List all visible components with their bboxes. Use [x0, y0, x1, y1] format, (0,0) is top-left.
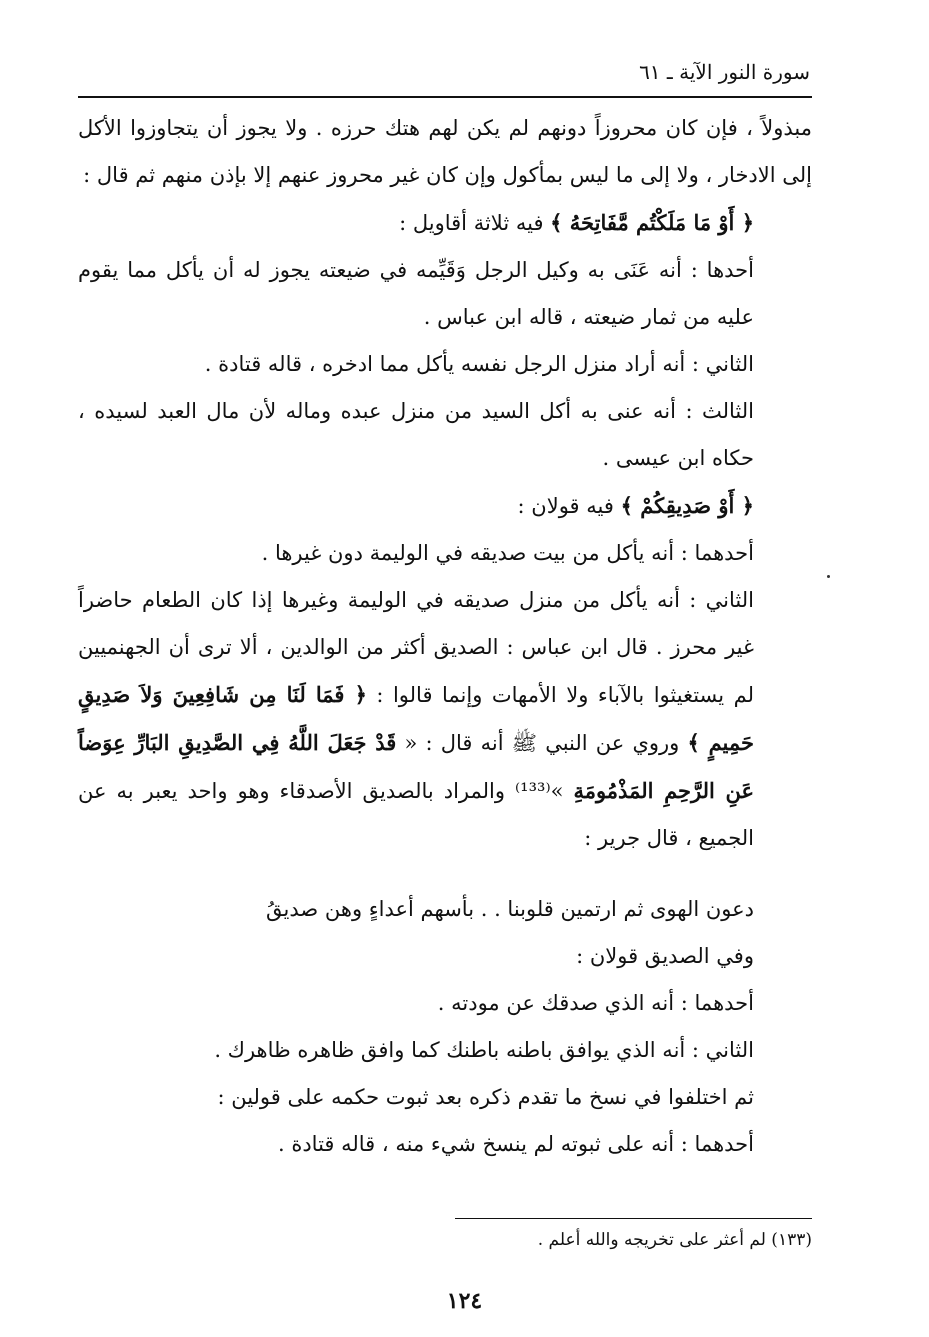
paragraph-text: وروي عن النبي ﷺ أنه قال : «: [396, 731, 688, 755]
paragraph-text: »⁽¹³³⁾ والمراد بالصديق الأصدقاء وهو واحد يعبر به عن الجميع ، قال جرير :: [78, 779, 754, 850]
hadith-text: قَدْ جَعَلَ اللَّهُ فِي الصَّدِيقِ البَارِّ عِوَضاً عَنِ الرَّحِمِ المَذْمُومَةِ: [78, 730, 754, 803]
quran-verse: ﴿ فَمَا لَنَا مِن شَافِعِينَ وَلاَ صَدِيقٍ حَمِيمٍ ﴾: [78, 682, 754, 755]
paragraph-6: [78, 482, 812, 530]
paragraph-10: أحدهما : أنه الذي صدقك عن مودته .: [437, 991, 754, 1015]
footnote-rule: [455, 1218, 812, 1219]
paragraph-11: الثاني : أنه الذي يوافق باطنه باطنك كما وافق ظاهره ظاهرك .: [214, 1038, 754, 1062]
paragraph-text: فيه ثلاثة أقاويل :: [399, 211, 551, 235]
paragraph-text: الثاني : أنه يأكل من منزل صديقه في الوليمة وغيرها إذا كان الطعام حاضراً غير محرز . قال ابن عباس : الصديق أكثر من الوالدين ، ألا ترى أن الجهنميين لم يستغيثوا بالآباء ولا الأمهات وإنما قالوا :: [78, 588, 754, 707]
paragraph-text: فيه قولان :: [517, 494, 621, 518]
footnote: (١٣٣) لم أعثر على تخريجه والله أعلم .: [537, 1230, 812, 1250]
main-text: [78, 105, 812, 1168]
paragraph-1: مبذولاً ، فإن كان محروزاً دونهم لم يكن لهم هتك حرزه . ولا يجوز أن يتجاوزوا الأكل إلى الادخار ، ولا إلى ما ليس بمأكول وإن كان غير محروز عنهم إلا بإذن منهم ثم قال :: [78, 116, 812, 187]
paragraph-2: [78, 199, 812, 247]
running-header: [80, 52, 810, 92]
quran-verse: ﴿ أَوْ مَا مَلَكْتُم مَّفَاتِحَهُ ﴾: [550, 210, 754, 235]
header-title: سورة النور الآية ـ ٦١: [639, 60, 810, 84]
paragraph-7: أحدهما : أنه يأكل من بيت صديقه في الوليمة دون غيرها .: [261, 541, 754, 565]
paragraph-9: وفي الصديق قولان :: [576, 944, 754, 968]
paragraph-8: [78, 577, 812, 862]
paragraph-5: الثالث : أنه عنى به أكل السيد من منزل عبده وماله لأن مال العبد لسيده ، حكاه ابن عيسى .: [78, 399, 754, 470]
poetry-verse: دعون الهوى ثم ارتمين قلوبنا . . بأسهم أعداءٍ وهن صديقُ: [266, 897, 754, 921]
quran-verse: ﴿ أَوْ صَدِيقِكُمْ ﴾: [620, 493, 754, 518]
header-rule: [78, 96, 812, 98]
paragraph-3: أحدها : أنه عَنَى به وكيل الرجل وَقَيِّمه في ضيعته يجوز له أن يأكل مما يقوم عليه من ثمار ضيعته ، قاله ابن عباس .: [78, 258, 754, 329]
paragraph-13: أحدهما : أنه على ثبوته لم ينسخ شيء منه ، قاله قتادة .: [277, 1132, 754, 1156]
page-number: ١٢٤: [446, 1288, 483, 1314]
scan-speck: [827, 575, 830, 578]
paragraph-12: ثم اختلفوا في نسخ ما تقدم ذكره بعد ثبوت حكمه على قولين :: [217, 1085, 754, 1109]
paragraph-4: الثاني : أنه أراد منزل الرجل نفسه يأكل مما ادخره ، قاله قتادة .: [204, 352, 754, 376]
